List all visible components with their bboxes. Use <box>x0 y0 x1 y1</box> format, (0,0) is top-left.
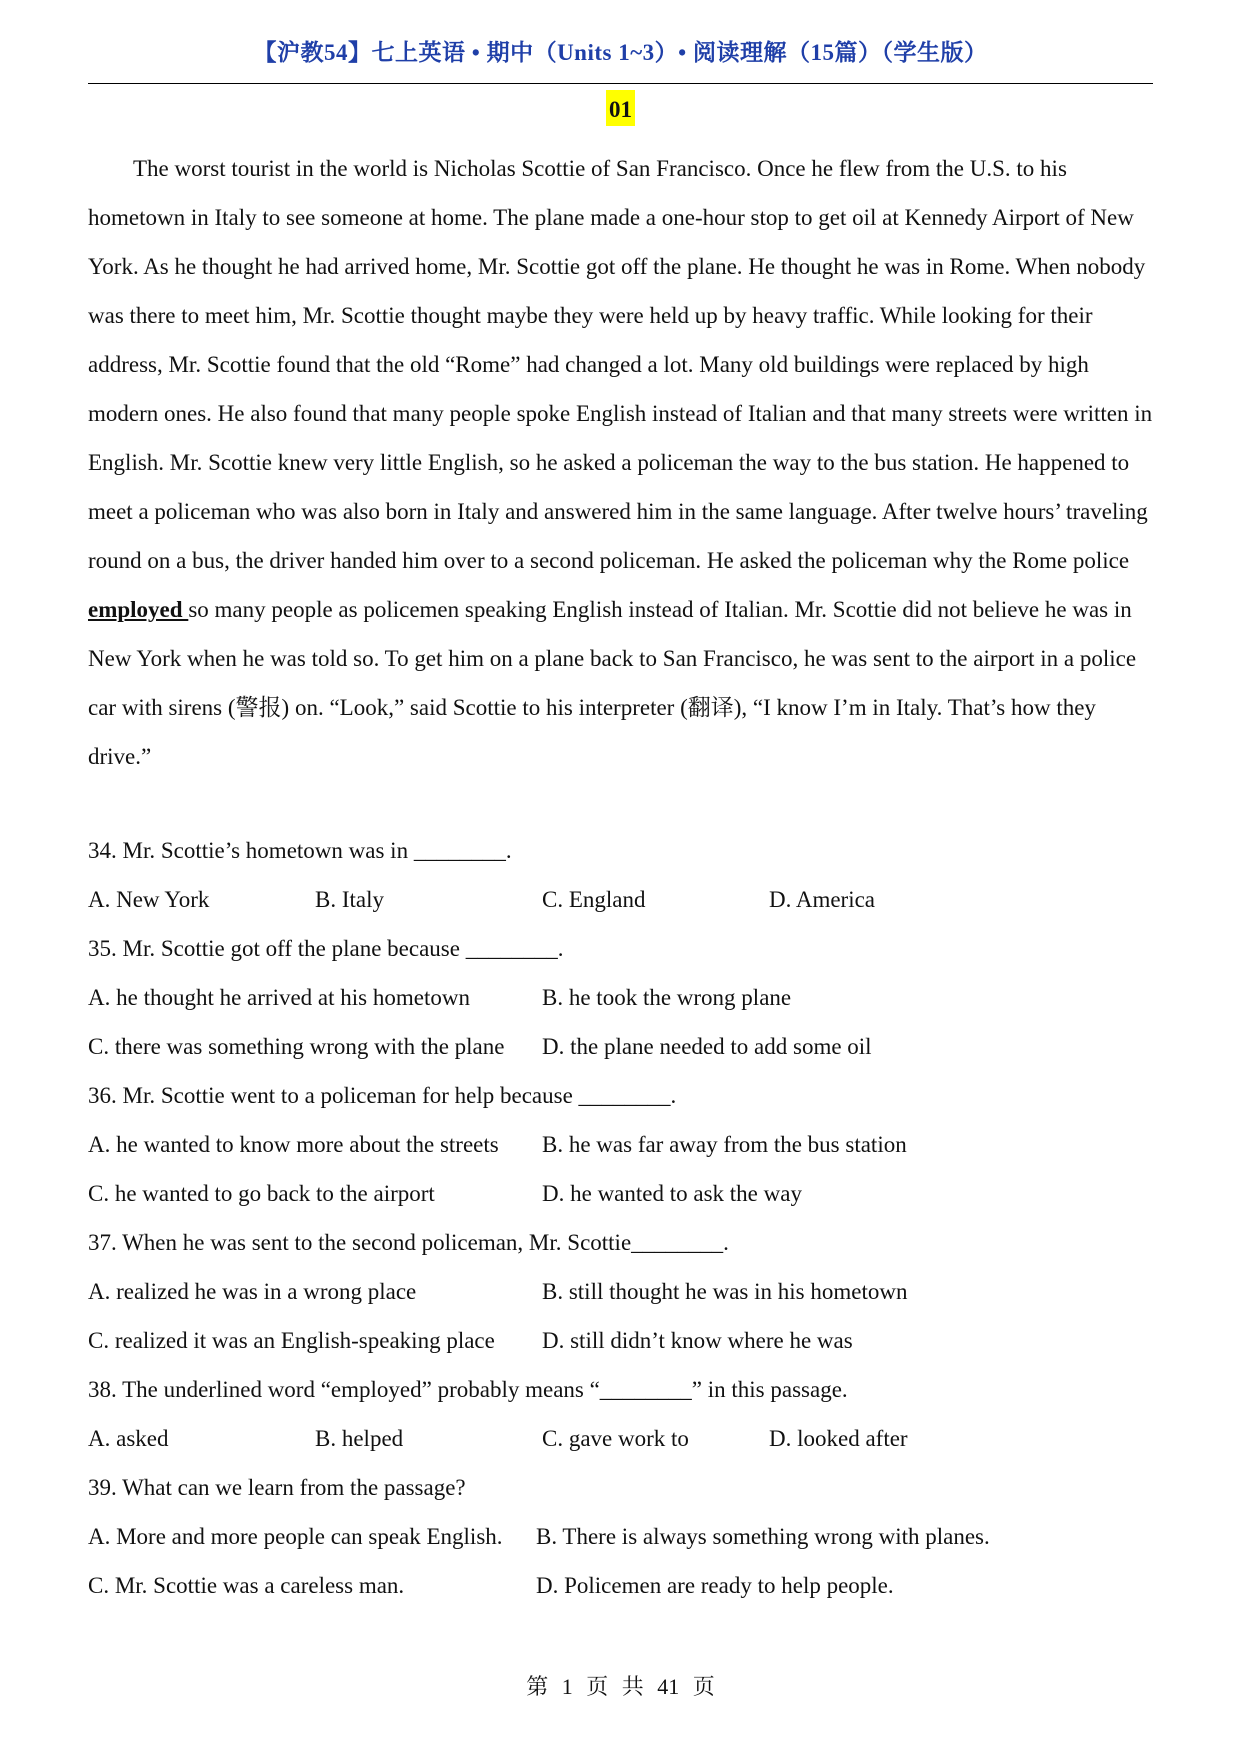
option-a[interactable]: A. realized he was in a wrong place <box>88 1279 417 1304</box>
question-stem: 35. Mr. Scottie got off the plane because ________. <box>88 936 564 961</box>
question-stem: 38. The underlined word “employed” probably means “________” in this passage. <box>88 1377 848 1402</box>
question-options-row <box>88 875 1153 924</box>
option-d[interactable]: D. Policemen are ready to help people. <box>536 1573 894 1598</box>
option-a[interactable]: A. he thought he arrived at his hometown <box>88 985 470 1010</box>
page-header-title: 【沪教54】七上英语 • 期中（Units 1~3）• 阅读理解（15篇）（学生版） <box>253 40 988 65</box>
option-c[interactable]: C. England <box>542 887 646 912</box>
page-footer: 第 1 页 共 41 页 <box>526 1674 715 1699</box>
question-options-row <box>88 1414 1153 1463</box>
passage-text-after: so many people as policemen speaking English instead of Italian. Mr. Scottie did not believe he was in New York when he was told so. To get him on a plane back to San Francisco, he was sent to the airport in a police car with sirens (警报) on. “Look,” said Scottie to his interpreter (翻译), “I know I’m in Italy. That’s how they drive.” <box>88 597 1137 769</box>
option-c[interactable]: C. Mr. Scottie was a careless man. <box>88 1573 405 1598</box>
question-options-row <box>88 1169 1153 1218</box>
option-b[interactable]: B. he took the wrong plane <box>542 985 792 1010</box>
question-stem: 37. When he was sent to the second policeman, Mr. Scottie________. <box>88 1230 729 1255</box>
question-stem: 36. Mr. Scottie went to a policeman for help because ________. <box>88 1083 677 1108</box>
question-options-row <box>88 1120 1153 1169</box>
header-divider <box>88 83 1153 84</box>
option-a[interactable]: A. asked <box>88 1426 169 1451</box>
question-stem: 39. What can we learn from the passage? <box>88 1475 466 1500</box>
option-c[interactable]: C. there was something wrong with the plane <box>88 1034 505 1059</box>
option-b[interactable]: B. There is always something wrong with planes. <box>536 1524 990 1549</box>
option-d[interactable]: D. he wanted to ask the way <box>542 1181 802 1206</box>
question-options-row <box>88 1316 1153 1365</box>
question-list <box>88 826 1153 1610</box>
question-options-row <box>88 1022 1153 1071</box>
question-stem: 34. Mr. Scottie’s hometown was in ________. <box>88 838 512 863</box>
question-options-row <box>88 1267 1153 1316</box>
option-a[interactable]: A. New York <box>88 887 210 912</box>
option-c[interactable]: C. realized it was an English-speaking place <box>88 1328 495 1353</box>
reading-passage <box>88 144 1153 781</box>
option-b[interactable]: B. Italy <box>315 887 384 912</box>
option-d[interactable]: D. America <box>769 887 876 912</box>
option-c[interactable]: C. he wanted to go back to the airport <box>88 1181 435 1206</box>
option-b[interactable]: B. still thought he was in his hometown <box>542 1279 908 1304</box>
question-options-row <box>88 1512 1153 1561</box>
passage-text-before: The worst tourist in the world is Nicholas Scottie of San Francisco. Once he flew from the U.S. to his hometown in Italy to see someone at home. The plane made a one-hour stop to get oil at Kennedy Airport of New York. As he thought he had arrived home, Mr. Scottie got off the plane. He thought he was in Rome. When nobody was there to meet him, Mr. Scottie thought maybe they were held up by heavy traffic. While looking for their address, Mr. Scottie found that the old “Rome” had changed a lot. Many old buildings were replaced by high modern ones. He also found that many people spoke English instead of Italian and that many streets were written in English. Mr. Scottie knew very little English, so he asked a policeman the way to the bus station. He happened to meet a policeman who was also born in Italy and answered him in the same language. After twelve hours’ traveling round on a bus, the driver handed him over to a second policeman. He asked the policeman why the Rome police <box>88 156 1153 573</box>
option-a[interactable]: A. More and more people can speak English. <box>88 1524 503 1549</box>
section-number: 01 <box>606 90 635 126</box>
section-number-container <box>0 90 1241 126</box>
option-d[interactable]: D. still didn’t know where he was <box>542 1328 853 1353</box>
question-options-row <box>88 1561 1153 1610</box>
passage-underlined-word: employed <box>88 597 189 622</box>
option-b[interactable]: B. he was far away from the bus station <box>542 1132 907 1157</box>
option-b[interactable]: B. helped <box>315 1426 404 1451</box>
option-d[interactable]: D. the plane needed to add some oil <box>542 1034 872 1059</box>
option-a[interactable]: A. he wanted to know more about the streets <box>88 1132 499 1157</box>
option-c[interactable]: C. gave work to <box>542 1426 689 1451</box>
question-options-row <box>88 973 1153 1022</box>
option-d[interactable]: D. looked after <box>769 1426 908 1451</box>
